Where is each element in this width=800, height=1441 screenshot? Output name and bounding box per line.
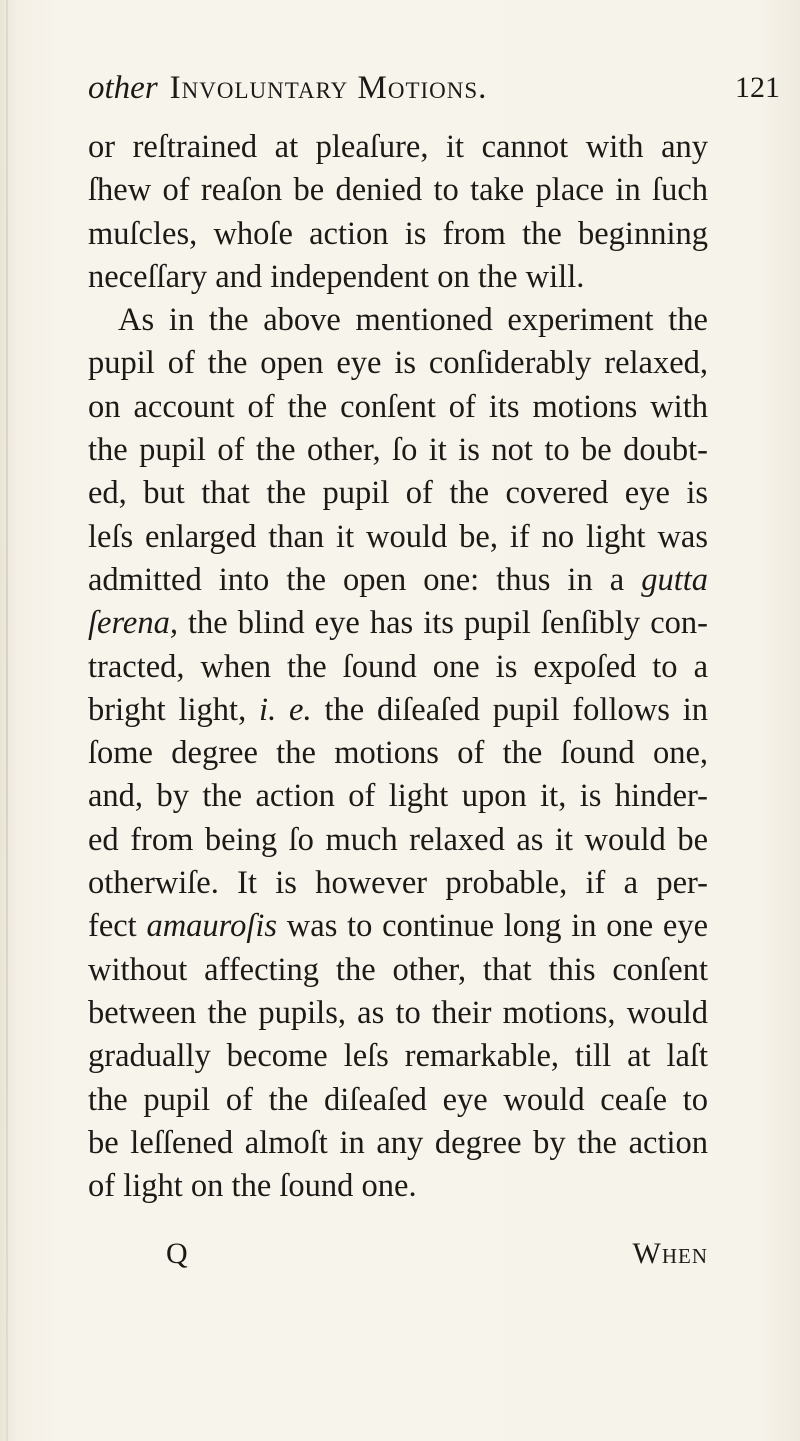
text-line: ed, but that the pupil of the covered eye is (88, 475, 708, 512)
text-line: otherwiſe. It is however probable, if a per- (88, 865, 708, 902)
text-line: be leſſened almoſt in any degree by the action (88, 1124, 708, 1161)
latin-term-serena: ſerena, (88, 605, 178, 642)
running-head-title: Involuntary Motions. (169, 70, 488, 106)
text-line: without affecting the other, that this conſent (88, 951, 708, 988)
text-line: gradually become leſs remarkable, till at laſt (88, 1038, 708, 1075)
text-line: ſome degree the motions of the ſound one, (88, 735, 708, 772)
latin-term-amaurosis: amauroſis (146, 908, 278, 945)
text-segment: bright light, (88, 691, 247, 728)
text-line: of light on the ſound one. (88, 1168, 417, 1205)
text-segment: fect (88, 908, 137, 945)
latin-term-gutta: gutta (641, 561, 709, 598)
body-text (88, 126, 708, 1208)
page-gutter-shadow (6, 0, 8, 1441)
signature-mark: Q (166, 1237, 188, 1270)
text-line-mixed (88, 559, 708, 602)
text-segment: admitted into the open one: thus in a (88, 561, 625, 598)
text-line: neceſſary and independent on the will. (88, 258, 585, 295)
text-line: or reſtrained at pleaſure, it cannot with any (88, 129, 708, 165)
text-line: and, by the action of light upon it, is hinder- (88, 778, 708, 815)
text-segment: was to continue long in one eye (286, 908, 708, 945)
text-line: between the pupils, as to their motions, would (88, 994, 708, 1031)
text-line-mixed (88, 602, 708, 645)
text-line: As in the above mentioned experiment the (118, 302, 708, 339)
text-line: the pupil of the diſeaſed eye would ceaſe to (88, 1081, 708, 1118)
abbreviation-ie: i. e. (259, 691, 312, 728)
catchword: When (632, 1237, 708, 1270)
text-line: the pupil of the other, ſo it is not to be doubt- (88, 432, 708, 469)
text-line: on account of the conſent of its motions with (88, 388, 708, 425)
page-footer (88, 1234, 708, 1278)
text-line: leſs enlarged than it would be, if no light was (88, 518, 708, 555)
text-segment: the blind eye has its pupil ſenſibly con- (188, 605, 709, 642)
text-line: pupil of the open eye is conſiderably relaxed, (88, 345, 708, 382)
text-line-mixed (88, 905, 708, 948)
page-number: 121 (735, 71, 780, 104)
text-line: ed from being ſo much relaxed as it would be (88, 821, 708, 858)
text-segment: the diſeaſed pupil follows in (324, 691, 708, 728)
text-line: ſhew of reaſon be denied to take place in ſuch (88, 172, 708, 209)
running-head-italic: other (88, 70, 158, 106)
text-line-mixed (88, 689, 708, 732)
text-line: tracted, when the ſound one is expoſed to a (88, 648, 708, 685)
text-line: muſcles, whoſe action is from the beginning (88, 215, 708, 252)
running-head (88, 66, 780, 110)
